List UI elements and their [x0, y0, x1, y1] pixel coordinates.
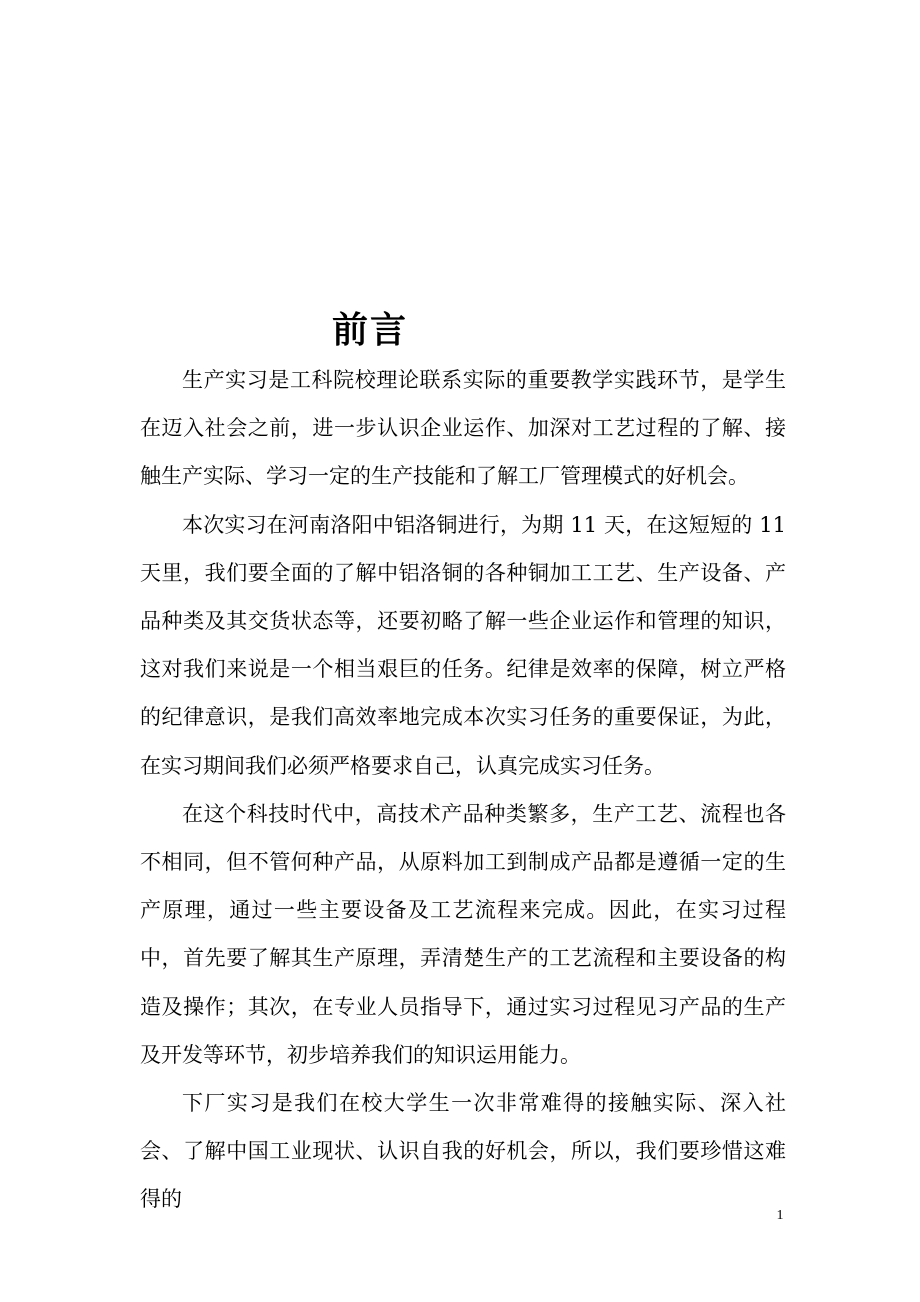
paragraph-1: 生产实习是工科院校理论联系实际的重要教学实践环节，是学生在迈入社会之前，进一步认识企业运作、加深对工艺过程的了解、接触生产实际、学习一定的生产技能和了解工厂管理模式的好机会。 [140, 368, 786, 489]
paragraph-3: 在这个科技时代中，高技术产品种类繁多，生产工艺、流程也各不相同，但不管何种产品，从原料加工到制成产品都是遵循一定的生产原理，通过一些主要设备及工艺流程来完成。因此，在实习过程中，首先要了解其生产原理，弄清楚生产的工艺流程和主要设备的构造及操作；其次，在专业人员指导下，通过实习过程见习产品的生产及开发等环节，初步培养我们的知识运用能力。 [140, 801, 786, 1067]
document-body [140, 356, 786, 1224]
page-number: 1 [776, 1208, 784, 1223]
paragraph-2: 本次实习在河南洛阳中铝洛铜进行，为期 11 天，在这短短的 11 天里，我们要全面的了解中铝洛铜的各种铜加工工艺、生产设备、产品种类及其交货状态等，还要初略了解一些企业运作和管理的知识，这对我们来说是一个相当艰巨的任务。纪律是效率的保障，树立严格的纪律意识，是我们高效率地完成本次实习任务的重要保证，为此，在实习期间我们必须严格要求自己，认真完成实习任务。 [140, 512, 786, 778]
paragraph-4: 下厂实习是我们在校大学生一次非常难得的接触实际、深入社会、了解中国工业现状、认识自我的好机会，所以，我们要珍惜这难得的 [140, 1091, 786, 1212]
page-title: 前言 [331, 309, 408, 351]
